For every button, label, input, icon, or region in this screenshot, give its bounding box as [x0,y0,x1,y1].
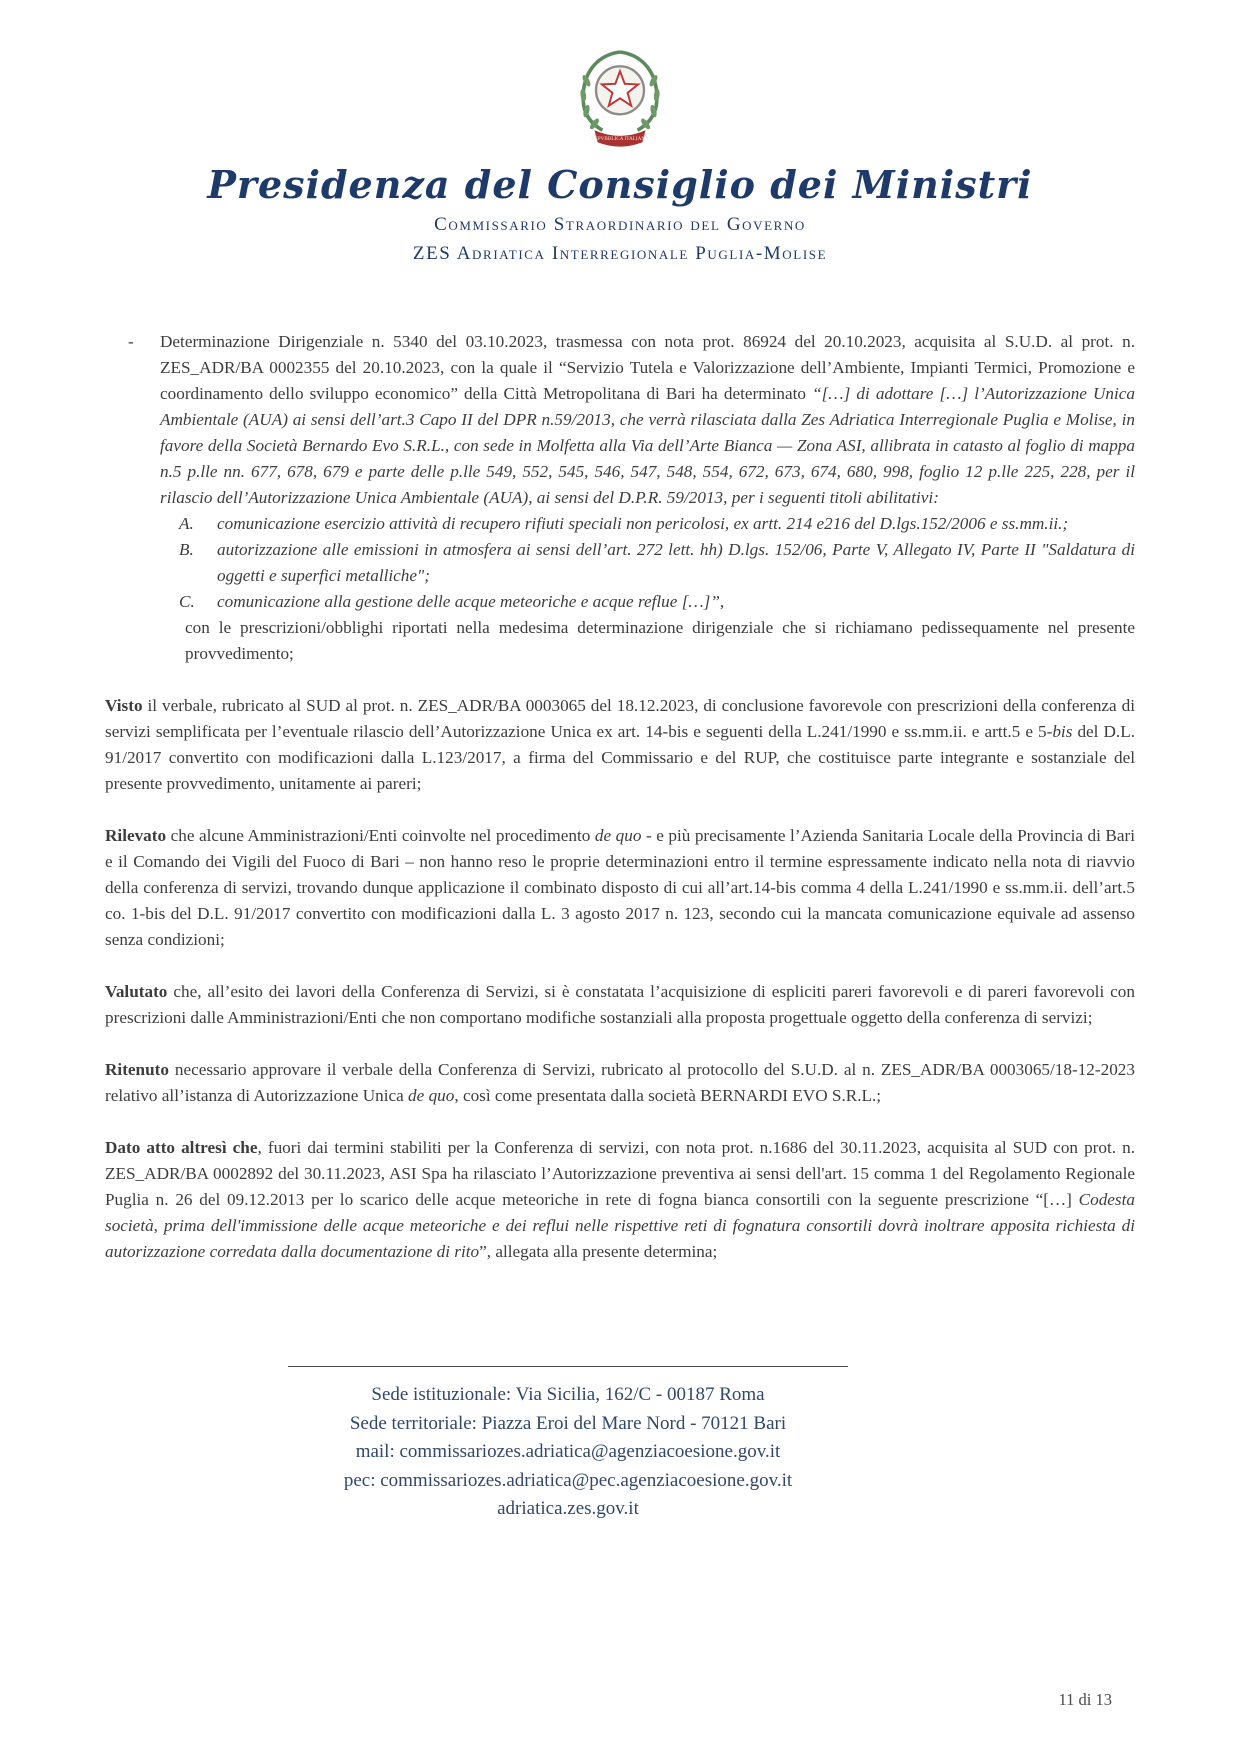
text-run: , fuori dai termini stabiliti per la Conferenza di servizi, con nota prot. n.1686 del 30.11.2023, acquisita al SUD con prot. n. ZES_ADR/BA 0002892 del 30.11.2023, ASI Spa ha rilasciato l’Autorizzazione preventiva ai sensi dell'art. 15 comma 1 del Regolamento Regionale Puglia n. 26 del 09.12.2013 per lo scarico delle acque meteoriche in rete di fogna bianca consortili con la seguente prescrizione “[…] [105,1138,1136,1209]
paragraph-dato-atto [105,1135,1135,1265]
list-item-b [179,537,1135,589]
document-body [105,329,1135,1265]
text-run: , così come presentata dalla società BERNARDI EVO S.R.L.; [454,1086,882,1105]
text-run: “[…] di adottare […] l’Autorizzazione Unica Ambientale (AUA) ai sensi dell’art.3 Capo II del DPR n.59/2013, che verrà rilasciata dalla Zes Adriatica Interregionale Puglia e Molise, in favore della Società Bernardo Evo S.R.L., con sede in Molfetta alla Via dell’Arte Bianca — Zona ASI, allibrata in catasto al foglio di mappa n.5 p.lle nn. 677, 678, 679 e parte delle p.lle 549, 552, 545, 546, 547, 548, 554, 672, 673, 674, 680, 998, foglio 12 p.lle 225, 228, per il rilascio dell’Autorizzazione Unica Ambientale (AUA), ai sensi del D.P.R. 59/2013, per i seguenti titoli abilitativi: [160,384,1136,507]
footer-divider [288,1366,848,1367]
paragraph-visto [105,693,1135,797]
text-run: che alcune Amministrazioni/Enti coinvolte nel procedimento [166,826,595,845]
text-run: Dato atto altresì che [105,1138,258,1157]
document-footer [0,1366,1188,1524]
text-run: del D.L. 91/2017 convertito con modificazioni dalla L.123/2017, a firma del Commissario e del RUP, che costituisce parte integrante e sostanziale del presente provvedimento, unitamente ai pareri; [105,722,1135,793]
footer-line: Sede territoriale: Piazza Eroi del Mare Nord - 70121 Bari [349,1412,787,1434]
text-run: de quo [408,1086,455,1105]
list-marker: A. [179,514,194,533]
text-run: Codesta società, prima dell'immissione delle acque meteoriche e dei reflui nelle rispettive reti di fognatura consortili dovrà inoltrare apposita richiesta di autorizzazione corredata dalla documentazione di rito [105,1190,1135,1261]
text-run: Visto [105,696,143,715]
list-item-a [179,511,1135,537]
footer-line: Sede istituzionale: Via Sicilia, 162/C - 00187 Roma [371,1384,765,1405]
letterhead-subtitle-zes: ZES Adriatica Interregionale Puglia-Molise [412,243,828,264]
page-number: 11 di 13 [1058,1690,1112,1709]
letterhead [0,0,1240,265]
text-run: Rilevato [105,826,167,845]
text-run: ”, allegata alla presente determina; [479,1242,718,1261]
text-run: bis [1052,722,1073,741]
paragraph-prescrizioni [185,615,1135,667]
text-run: , [719,592,725,611]
footer-line: adriatica.zes.gov.it [497,1498,639,1519]
list-marker: C. [179,592,195,611]
text-run: comunicazione alla gestione delle acque meteoriche e acque reflue […]” [217,592,720,611]
footer-line: pec: commissariozes.adriatica@pec.agenziacoesione.gov.it [343,1469,793,1491]
text-run: comunicazione esercizio attività di recupero rifiuti speciali non pericolosi, ex artt. 214 e216 del D.lgs.152/2006 e ss.mm.ii.; [217,514,1069,533]
text-run: - e più precisamente l’Azienda Sanitaria Locale della Provincia di Bari e il Comando dei Vigili del Fuoco di Bari – non hanno reso le proprie determinazioni entro il termine espressamente indicato nella nota di riavvio della conferenza di servizi, trovando dunque applicazione il combinato disposto di cui all’art.14-bis comma 4 della L.241/1990 e ss.mm.ii. dell’art.5 co. 1-bis del D.L. 91/2017 convertito con modificazioni dalla L. 3 agosto 2017 n. 123, secondo cui la mancata comunicazione equivale ad assenso senza condizioni; [105,826,1135,949]
text-run: necessario approvare il verbale della Conferenza di Servizi, rubricato al protocollo del S.U.D. al n. ZES_ADR/BA 0003065/18-12-2023 relativo all’istanza di Autorizzazione Unica [105,1060,1135,1105]
paragraph-ritenuto [105,1057,1135,1109]
text-run: Ritenuto [105,1060,169,1079]
text-run: il verbale, rubricato al SUD al prot. n. ZES_ADR/BA 0003065 del 18.12.2023, di conclusione favorevole con prescrizioni della conferenza di servizi semplificata per l’eventuale rilascio dell’Autorizzazione Unica ex art. 14-bis e seguenti della L.241/1990 e ss.mm.ii. e artt.5 e 5- [105,696,1135,741]
list-marker: - [128,332,134,351]
svg-text:REPVBBLICA ITALIANA: REPVBBLICA ITALIANA [591,135,649,142]
text-run: con le prescrizioni/obblighi riportati nella medesima determinazione dirigenziale che si richiamano pedissequamente nel presente provvedimento; [185,618,1135,663]
text-run: Valutato [105,982,168,1001]
paragraph-valutato [105,979,1135,1031]
letterhead-subtitle-commissario: Commissario Straordinario del Governo [434,214,806,235]
text-run: autorizzazione alle emissioni in atmosfera ai sensi dell’art. 272 lett. hh) D.lgs. 152/06, Parte V, Allegato IV, Parte II "Saldatura di oggetti e superfici metalliche"; [217,540,1135,585]
list-item-c [179,589,1135,615]
text-run: che, all’esito dei lavori della Conferenza di Servizi, si è constatata l’acquisizione di espliciti pareri favorevoli e di pareri favorevoli con prescrizioni dalle Amministrazioni/Enti che non comportano modifiche sostanziali alla proposta progettuale oggetto della conferenza di servizi; [105,982,1135,1027]
letterhead-title: Presidenza del Consiglio dei Ministri [207,162,1033,207]
footer-line: mail: commissariozes.adriatica@agenziacoesione.gov.it [355,1441,781,1462]
italy-republic-emblem-icon [572,44,668,151]
paragraph-rilevato [105,823,1135,953]
list-marker: B. [179,540,194,559]
list-item-determinazione [128,329,1136,511]
footer-lines [0,1381,1188,1524]
text-run: de quo [594,826,642,845]
text-run: Determinazione Dirigenziale n. 5340 del 03.10.2023, trasmessa con nota prot. 86924 del 20.10.2023, acquisita al S.U.D. al prot. n. ZES_ADR/BA 0002355 del 20.10.2023, con la quale il “Servizio Tutela e Valorizzazione dell’Ambiente, Impianti Termici, Promozione e coordinamento dello sviluppo economico” della Città Metropolitana di Bari ha determinato [160,332,1135,403]
